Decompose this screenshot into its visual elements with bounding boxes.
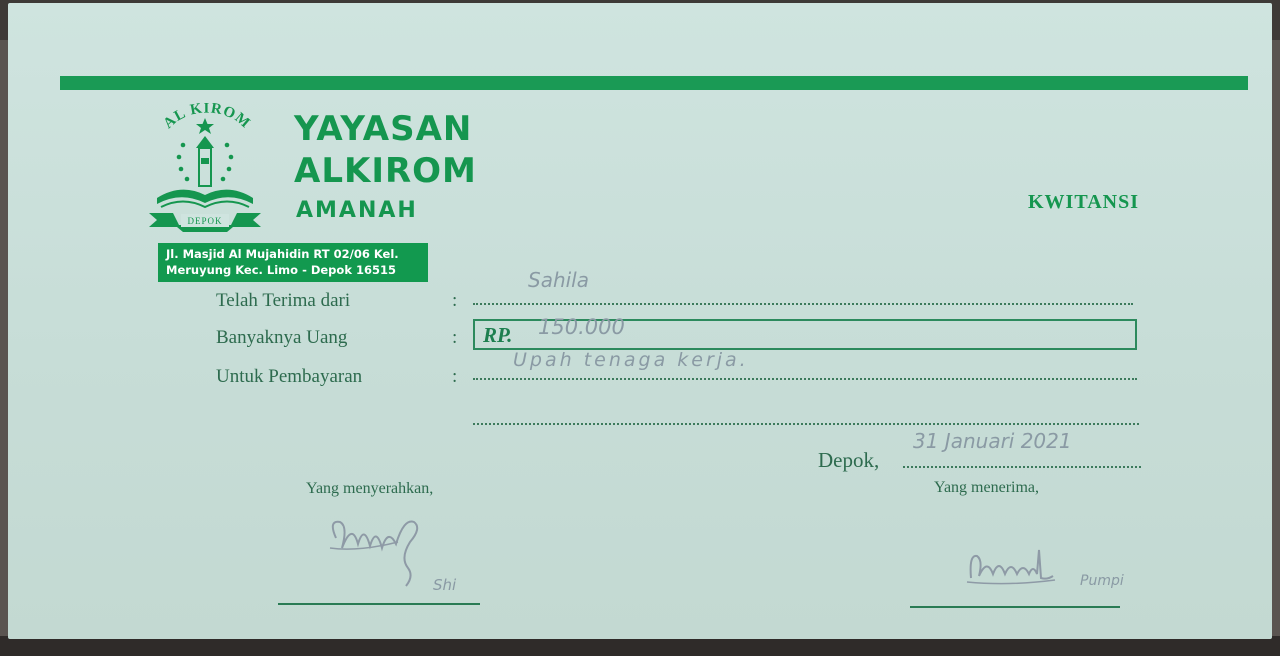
address-line1: Jl. Masjid Al Mujahidin RT 02/06 Kel.: [166, 247, 399, 261]
received-from-line: [473, 303, 1133, 305]
giver-signature-line: [278, 603, 480, 605]
document-title: KWITANSI: [1028, 191, 1139, 213]
receipt-paper: [8, 3, 1272, 639]
logo-ribbon-text: DEPOK: [187, 216, 223, 226]
received-from-label: Telah Terima dari: [216, 290, 351, 311]
payment-for-value: Upah tenaga kerja.: [513, 349, 749, 371]
date-line: [903, 466, 1141, 468]
received-from-value: Sahila: [528, 268, 589, 292]
org-name-line3: AMANAH: [296, 198, 418, 223]
place-label: Depok,: [818, 448, 880, 472]
payment-for-line-1: [473, 378, 1137, 380]
receiver-label: Yang menerima,: [934, 479, 1040, 496]
amount-value: 150.000: [538, 315, 625, 339]
org-name-line1: YAYASAN: [294, 109, 473, 149]
logo-arc-text: AL KIROM: [160, 103, 254, 132]
amount-label: Banyaknya Uang: [216, 327, 348, 348]
payment-for-line-2: [473, 423, 1139, 425]
yayasan-logo-icon: [143, 103, 268, 233]
amount-colon: :: [452, 327, 458, 348]
payment-for-label: Untuk Pembayaran: [216, 366, 363, 387]
currency-prefix: RP.: [483, 323, 513, 347]
org-name-line2: ALKIROM: [294, 151, 477, 191]
address-block: [158, 243, 428, 282]
desk-edge: [0, 636, 1280, 656]
giver-signature-icon: [318, 508, 438, 593]
address-line2: Meruyung Kec. Limo - Depok 16515: [166, 263, 396, 277]
receiver-signature-line: [910, 606, 1120, 608]
receiver-note: Pumpi: [1080, 573, 1124, 589]
date-value: 31 Januari 2021: [913, 429, 1072, 453]
payment-for-colon: :: [452, 366, 458, 387]
received-from-colon: :: [452, 290, 458, 311]
header-rule: [60, 76, 1248, 90]
receiver-signature-icon: [963, 538, 1073, 593]
giver-note: Shi: [433, 576, 457, 594]
giver-label: Yang menyerahkan,: [306, 480, 434, 497]
